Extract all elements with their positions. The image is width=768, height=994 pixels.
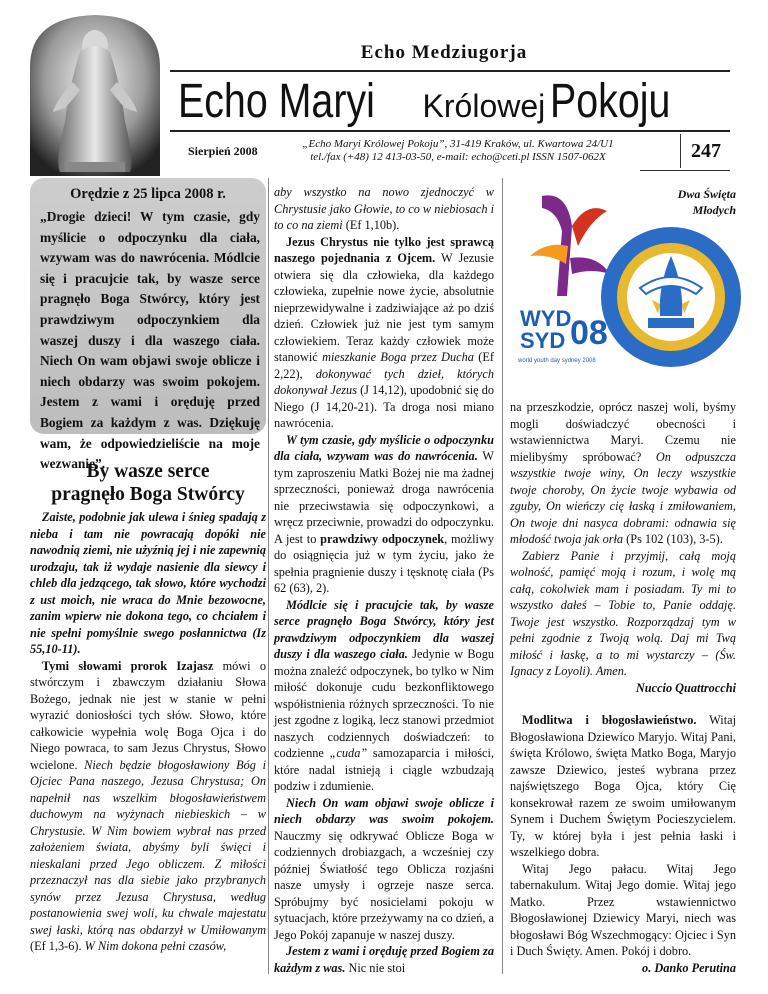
issue-number: 247 xyxy=(680,134,731,168)
article-column-3 xyxy=(510,399,736,976)
article-paragraph: na przeszkodzie, oprócz naszej woli, byśmy mogli doświadczyć obecności i wstawiennictwa Maryi. Czemu nie mielibyśmy spróbować? On odpuszcza wszystkie twoje winy, On leczy wszystkie twoje choroby, On życie twoje wybawia od zguby, On wieńczy cię łaską i zmiłowaniem, On twoje dni nasyca dobrami: odnawia się młodość twoja jak orła (Ps 102 (103), 3-5). xyxy=(510,400,736,546)
photo-caption xyxy=(646,186,736,218)
article-title xyxy=(30,460,266,506)
title-part-1: Echo Maryi xyxy=(178,75,375,128)
article-column-2 xyxy=(274,184,494,976)
article-title-line-1: By wasze serce xyxy=(86,461,210,482)
article-paragraph: Módlcie się i pracujcie tak, by wasze serce pragnęło Boga Stwórcy, który jest prawdziwym odpoczynkiem dla waszej duszy i dla waszego ciała. Jedynie w Bogu można znaleźć odpoczynek, bo tylko w Nim miłość dokonuje cudu bezkonfliktowego współistnienia różnych sprzeczności. To nie jest zgodne z logiką, lecz stanowi przedmiot naszych codziennych doświadczeń: to codzienne „cuda” samozaparcia i miłości, które nadal istnieją i ciągle wzbudzają podziw i zdumienie. xyxy=(274,597,495,793)
logo-text: SYD xyxy=(520,328,566,353)
article-title-line-2: pragnęło Boga Stwórcy xyxy=(51,484,245,505)
article-paragraph: aby wszystko na nowo zjednoczyć w Chrystusie jako Głowie, to co w niebiosach i to co na ziemi (Ef 1,10b). xyxy=(274,185,494,232)
masthead-top-rule xyxy=(170,70,730,72)
issue-rule xyxy=(640,170,730,171)
festival-medal-logo xyxy=(600,226,742,368)
caption-line-1: Dwa Święta xyxy=(677,187,736,201)
title-part-3: Pokoju xyxy=(549,75,671,128)
article-paragraph: Witaj Jego pałacu. Witaj Jego tabernakulum. Witaj Jego domie. Witaj jego Matko. Przez wstawiennictwo Błogosławionej Dziewicy Maryi, niech was błogosławi Bóg Wszechmogący: Ojciec i Syn i Duch Święty. Amen. Pokój i dobro. xyxy=(510,861,736,958)
masthead-rule xyxy=(170,130,730,132)
address-line-2: tel./fax (+48) 12 413-03-50, e-mail: echo@ceti.pl ISSN 1507-062X xyxy=(310,151,606,163)
article-paragraph: W tym czasie, gdy myślicie o odpoczynku dla ciała, wzywam was do nawrócenia. W tym zaproszeniu Matki Bożej nie ma żadnej sprzeczności, ponieważ droga nawrócenia nie przeciwstawia się odpoczynkowi, a wręcz przeciwnie, prowadzi do odpoczynku. A jest to prawdziwy odpoczynek, możliwy do osiągnięcia już w tym życiu, jako że spełnia pragnienie duszy i tęsknotę ciała (Ps 62 (63), 2). xyxy=(274,432,494,595)
article-paragraph: Zaiste, podobnie jak ulewa i śnieg spadają z nieba i tam nie powracają dopóki nie nawodnią ziemi, nie użyźnią jej i nie zapewnią urodzaju, tak iż wydaje nasienie dla siewcy i chleb dla jedzącego, tak słowo, które wychodzi z ust moich, nie wraca do Mnie bezowocne, zanim wpierw nie dokona tego, co chciałem i nie spełni pomyślnie swego posłannictwa (Iz 55,10-11). xyxy=(30,510,266,656)
article-paragraph: Jestem z wami i oręduję przed Bogiem za każdym z was. Nic nie stoi xyxy=(274,944,494,975)
article-paragraph: Niech On wam objawi swoje oblicze i niech obdarzy was swoim pokojem. Nauczmy się odkrywać Oblicze Boga w codziennych drobiazgach, a wcześniej czy później Światłość tego Oblicza rozjaśni nasze umysły i ogrzeje nasze serca. Spróbujmy być nosicielami pokoju w sytuacjach, które przeżywamy na co dzień, a Jego Pokój zapanuje w naszej duszy. xyxy=(274,795,494,942)
article-column-1 xyxy=(30,509,266,955)
caption-line-2: Młodych xyxy=(692,203,736,217)
logo-text: 08 xyxy=(570,314,608,352)
column-divider xyxy=(268,178,269,974)
address-line-1: „Echo Maryi Królowej Pokoju”, 31-419 Kraków, ul. Kwartowa 24/U1 xyxy=(302,138,614,150)
madonna-statue-image xyxy=(25,12,165,176)
newspaper-title xyxy=(178,74,738,129)
message-title: Orędzie z 25 lipca 2008 r. xyxy=(70,186,226,202)
logo-subtitle: world youth day sydney 2008 xyxy=(518,358,596,364)
signature-2: o. Danko Perutina xyxy=(642,960,736,975)
title-part-2: Królowej xyxy=(422,88,546,124)
message-text: „Drogie dzieci! W tym czasie, gdy myślicie o odpoczynku dla ciała, wzywam was do nawrócenia. Módlcie się i pracujcie tak, by wasze serce pragnęło Boga Stwórcy, który jest prawdziwym odpoczynkiem dla waszej duszy i dla waszego ciała. Niech On wam objawi swoje oblicze i niech obdarzy was swoim pokojem. Jestem z wami i oręduję przed Bogiem za każdym z was. Dziękuję wam, że odpowiedzieliście na moje wezwanie”. xyxy=(40,209,260,472)
logo-text: WYD xyxy=(520,306,572,331)
column-divider xyxy=(502,178,503,974)
article-paragraph: Jezus Chrystus nie tylko jest sprawcą naszego pojednania z Ojcem. W Jezusie otwiera się dla człowieka, dla każdego człowieka, zupełnie nowe życie, absolutnie nieprzewidywalne i zadziwiające aż po dziś dzień. Człowiek już nie jest tym samym człowiekiem. Teraz każdy człowiek może stanowić mieszkanie Boga przez Ducha (Ef 2,22), dokonywać tych dzieł, których dokonywał Jezus (J 14,12), upodobnić się do Niego (J 14,20-21). Ta droga nosi miano nawrócenia. xyxy=(274,234,494,430)
signature-1: Nuccio Quattrocchi xyxy=(635,680,736,695)
publisher-address xyxy=(288,138,628,164)
series-title: Echo Medziugorja xyxy=(360,42,528,63)
article-paragraph: Zabierz Panie i przyjmij, całą moją wolność, pamięć moją i rozum, i wolę mą całą, cokolwiek mam i posiadam. Ty mi to wszystko dałeś – Tobie to, Panie oddaję. Twoje jest wszystko. Rozporządzaj tym w pełni zgodnie z Twoją wolą. Daj mi Twą miłość i łaskę, a to mi wystarczy – (Św. Ignacy z Loyoli). Amen. xyxy=(510,548,736,678)
issue-date: Sierpień 2008 xyxy=(188,144,258,158)
article-paragraph: Tymi słowami prorok Izajasz mówi o stwórczym i zbawczym działaniu Słowa Bożego, jednak nie jest w stanie w pełni wyrazić doniosłości tych słów. Słowo, które całkowicie wypełnia wolę Boga Ojca i do Niego powraca, to sam Jezus Chrystus, Słowo wcielone. Niech będzie błogosławiony Bóg i Ojciec Pana naszego, Jezusa Chrystusa; On napełnił nas wszelkim błogosławieństwem duchowym na wyżynach niebieskich – w Chrystusie. W Nim bowiem wybrał nas przed założeniem świata, abyśmy byli święci i nieskalani przed Jego obliczem. Z miłości przeznaczył nas dla siebie jako przybranych synów przez Jezusa Chrystusa, według postanowienia swej woli, ku chwale majestatu swej łaski, którą nas obdarzył w Umiłowanym (Ef 1,3-6). W Nim dokona pełni czasów, xyxy=(30,658,267,953)
article-paragraph: Modlitwa i błogosławieństwo. Witaj Błogosławiona Dziewico Maryjo. Witaj Pani, święta Królowo, święta Matko Boga, Maryjo zawsze Dziewico, jesteś wybrana przez najświętszego Boga Ojca, który Cię konsekrował razem ze swoim umiłowanym Synem i Duchem Świętym Pocieszycielem. Ty, w której była i jest pełnia łaski i wszelkiego dobra. xyxy=(510,713,736,859)
